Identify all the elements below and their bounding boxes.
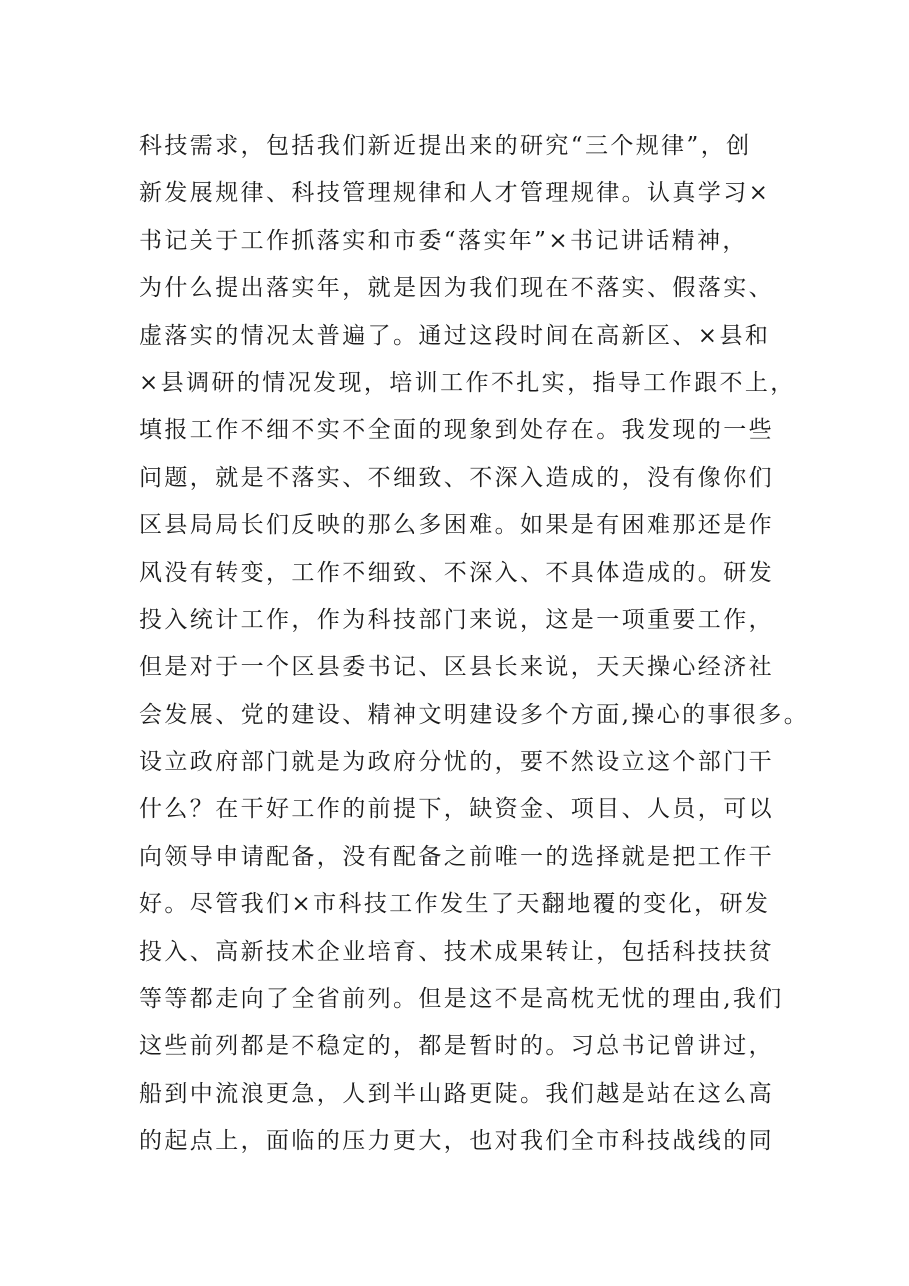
text-line: 新发展规律、科技管理规律和人才管理规律。认真学习× (139, 180, 771, 207)
text-line: 风没有转变，工作不细致、不深入、不具体造成的。研发 (139, 559, 774, 586)
text-line: 好。尽管我们×市科技工作发生了天翻地覆的变化，研发 (139, 891, 771, 918)
text-line: 什么？在干好工作的前提下，缺资金、项目、人员，可以 (139, 796, 774, 823)
text-line: 等等都走向了全省前列。但是这不是高枕无忧的理由,我们 (139, 986, 784, 1013)
text-line: 会发展、党的建设、精神文明建设多个方面,操心的事很多。 (139, 701, 810, 728)
text-line: 书记关于工作抓落实和市委“落实年”×书记讲话精神， (139, 227, 748, 254)
text-line: 但是对于一个区县委书记、区县长来说，天天操心经济社 (139, 654, 774, 681)
text-line: 虚落实的情况太普遍了。通过这段时间在高新区、×县和 (139, 322, 771, 349)
text-line: 科技需求，包括我们新近提出来的研究“三个规律”，创 (139, 133, 752, 159)
text-line: 问题，就是不落实、不细致、不深入造成的，没有像你们 (139, 464, 774, 491)
text-line: ×县调研的情况发现，培训工作不扎实，指导工作跟不上， (139, 369, 796, 396)
text-line: 向领导申请配备，没有配备之前唯一的选择就是把工作干 (139, 843, 774, 870)
text-line: 设立政府部门就是为政府分忧的，要不然设立这个部门干 (139, 749, 774, 776)
text-line: 投入统计工作，作为科技部门来说，这是一项重要工作， (139, 606, 774, 633)
text-line: 这些前列都是不稳定的，都是暂时的。习总书记曾讲过， (139, 1033, 774, 1060)
text-line: 区县局局长们反映的那么多困难。如果是有困难那还是作 (139, 512, 774, 539)
text-line: 船到中流浪更急，人到半山路更陡。我们越是站在这么高 (139, 1080, 774, 1107)
text-line: 投入、高新技术企业培育、技术成果转让，包括科技扶贫 (139, 938, 774, 965)
body-text (139, 123, 819, 1166)
text-line: 的起点上，面临的压力更大，也对我们全市科技战线的同 (139, 1128, 774, 1155)
text-line: 填报工作不细不实不全面的现象到处存在。我发现的一些 (139, 417, 774, 444)
text-line: 为什么提出落实年，就是因为我们现在不落实、假落实、 (139, 275, 774, 302)
